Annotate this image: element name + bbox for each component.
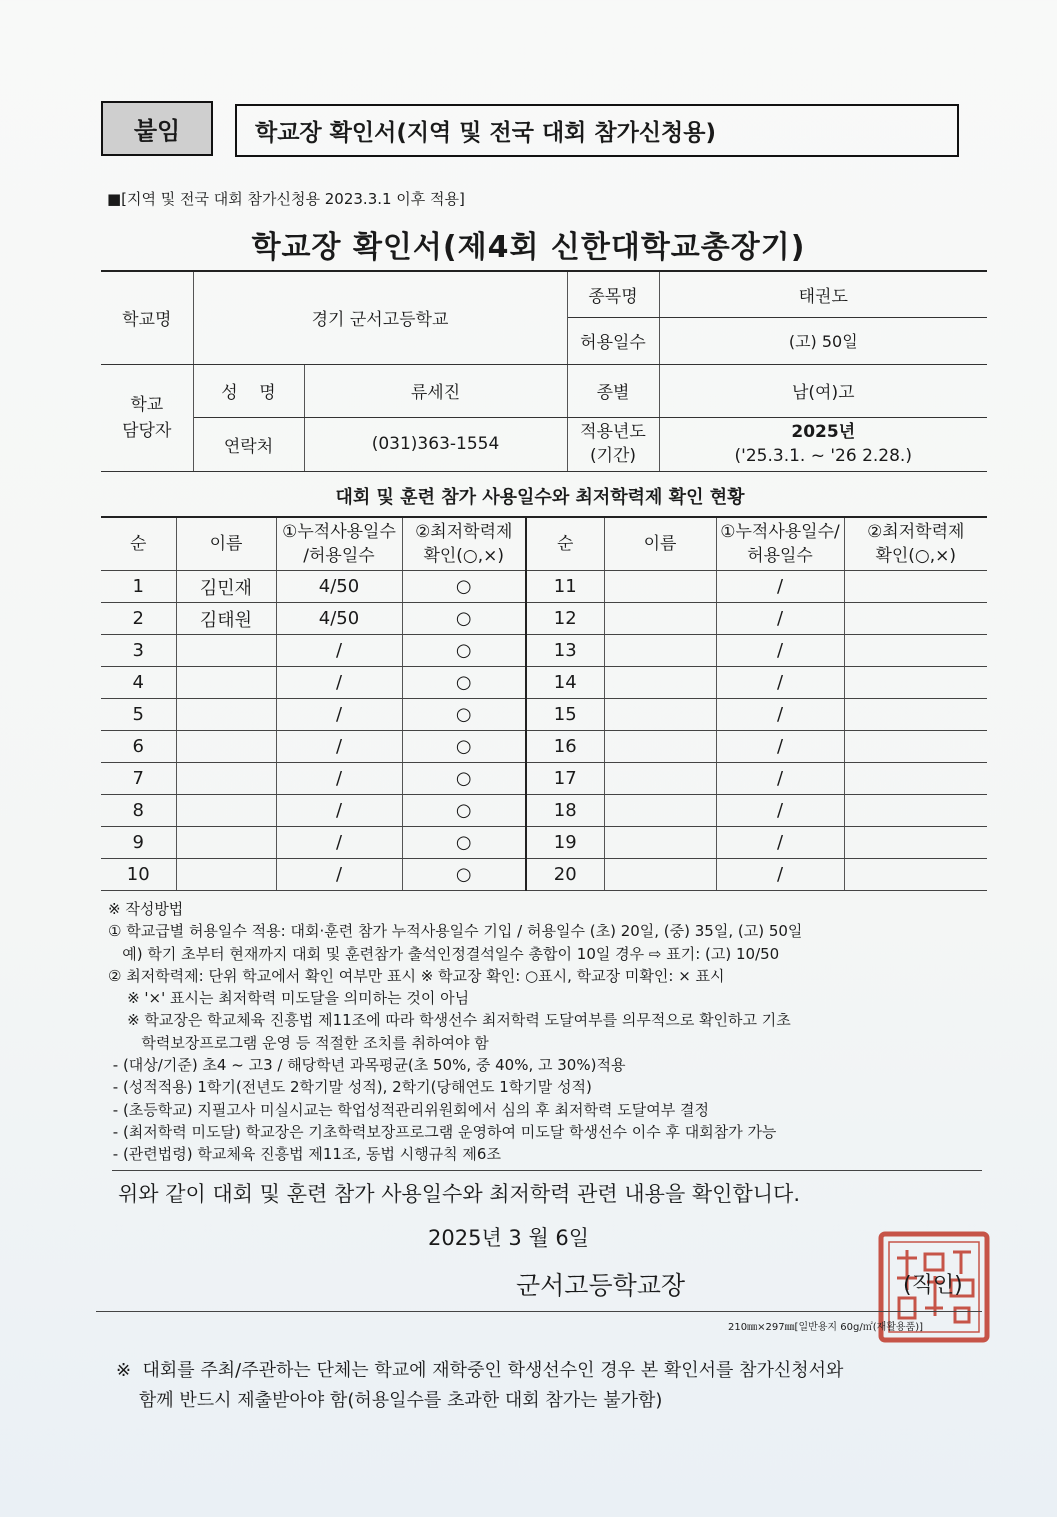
divider	[112, 1170, 982, 1171]
note-line: - (관련법령) 학교체육 진흥법 제11조, 동법 시행규칙 제6조	[108, 1145, 501, 1164]
note-line: - (초등학교) 지필고사 미실시교는 학업성적관리위원회에서 심의 후 최저학력 도달여부 결정	[108, 1100, 709, 1119]
used-days: /	[276, 859, 402, 891]
used-days: /	[716, 571, 844, 603]
name-value: 류세진	[304, 364, 567, 417]
table-row	[101, 603, 987, 635]
student-name	[604, 763, 716, 795]
table-row	[101, 795, 987, 827]
main-title: 학교장 확인서(제4회 신한대학교총장기)	[251, 230, 806, 265]
row-number: 17	[526, 763, 604, 795]
principal-title: 군서고등학교장	[516, 1271, 686, 1300]
min-academic-check	[844, 603, 987, 635]
note-line: ※ 학교장은 학교체육 진흥법 제11조에 따라 학생선수 최저학력 도달여부를 의무적으로 확인하고 기초	[108, 1011, 791, 1030]
confirm-statement: 위와 같이 대회 및 훈련 참가 사용일수와 최저학력 관련 내용을 확인합니다.	[118, 1182, 801, 1206]
col-header: ②최저학력제 확인(○,×)	[844, 517, 987, 571]
student-name	[176, 795, 276, 827]
student-name	[604, 635, 716, 667]
student-name	[604, 827, 716, 859]
submission-note	[116, 1356, 843, 1416]
row-number: 7	[101, 763, 176, 795]
form-header-title: 학교장 확인서(지역 및 전국 대회 참가신청용)	[235, 104, 959, 157]
min-academic-check: ○	[402, 827, 526, 859]
event-label: 종목명	[567, 271, 659, 317]
student-name	[604, 795, 716, 827]
row-number: 19	[526, 827, 604, 859]
used-days: /	[716, 635, 844, 667]
min-academic-check: ○	[402, 731, 526, 763]
student-name	[604, 603, 716, 635]
type-value: 남(여)고	[659, 364, 987, 417]
used-days: 4/50	[276, 603, 402, 635]
note-line: - (성적적용) 1학기(전년도 2학기말 성적), 2학기(당해연도 1학기말 성적)	[108, 1078, 592, 1097]
student-name: 김민재	[176, 571, 276, 603]
min-academic-check	[844, 859, 987, 891]
manager-label: 학교 담당자	[101, 364, 193, 471]
used-days: /	[716, 603, 844, 635]
form-subnote: ■[지역 및 전국 대회 참가신청용 2023.3.1 이후 적용]	[107, 190, 465, 208]
col-header: ①누적사용일수/ 허용일수	[716, 517, 844, 571]
note-line: ② 최저학력제: 단위 학교에서 확인 여부만 표시 ※ 학교장 확인: ○표시, 학교장 미확인: × 표시	[108, 966, 725, 985]
name-label: 성 명	[193, 364, 304, 417]
notes	[108, 898, 988, 1166]
student-name	[176, 859, 276, 891]
student-name	[604, 699, 716, 731]
min-academic-check: ○	[402, 635, 526, 667]
year-label: 적용년도 (기간)	[567, 417, 659, 471]
used-days: /	[276, 731, 402, 763]
table-row	[101, 571, 987, 603]
student-name	[176, 827, 276, 859]
used-days: /	[276, 635, 402, 667]
table-row	[101, 827, 987, 859]
table-row	[101, 763, 987, 795]
row-number: 15	[526, 699, 604, 731]
used-days: /	[276, 795, 402, 827]
student-name	[176, 731, 276, 763]
min-academic-check	[844, 667, 987, 699]
row-number: 12	[526, 603, 604, 635]
min-academic-check: ○	[402, 667, 526, 699]
used-days: /	[716, 731, 844, 763]
used-days: /	[716, 763, 844, 795]
table-row	[101, 667, 987, 699]
student-name	[604, 667, 716, 699]
student-name	[604, 731, 716, 763]
row-number: 11	[526, 571, 604, 603]
table-row	[101, 635, 987, 667]
used-days: 4/50	[276, 571, 402, 603]
paper-spec: 210㎜×297㎜[일반용지 60g/㎡(재활용품)]	[728, 1322, 924, 1333]
event-value: 태권도	[659, 271, 987, 317]
school-value: 경기 군서고등학교	[193, 271, 567, 364]
min-academic-check	[844, 763, 987, 795]
used-days: /	[716, 667, 844, 699]
row-number: 9	[101, 827, 176, 859]
used-days: /	[276, 763, 402, 795]
col-header: 이름	[176, 517, 276, 571]
col-header: 순	[526, 517, 604, 571]
min-academic-check: ○	[402, 795, 526, 827]
contact-value: (031)363-1554	[304, 417, 567, 471]
student-name	[176, 635, 276, 667]
row-number: 18	[526, 795, 604, 827]
student-name	[176, 667, 276, 699]
row-number: 20	[526, 859, 604, 891]
student-name	[604, 571, 716, 603]
roster-table	[101, 516, 987, 891]
attachment-tag: 붙임	[101, 101, 213, 156]
used-days: /	[716, 699, 844, 731]
used-days: /	[276, 667, 402, 699]
row-number: 13	[526, 635, 604, 667]
used-days: /	[716, 859, 844, 891]
student-name	[176, 699, 276, 731]
note-line: ※ '×' 표시는 최저학력 미도달을 의미하는 것이 아님	[108, 989, 470, 1008]
note-line: ① 학교급별 허용일수 적용: 대회·훈련 참가 누적사용일수 기입 / 허용일수 (초) 20일, (중) 35일, (고) 50일	[108, 922, 803, 941]
student-name: 김태원	[176, 603, 276, 635]
student-name	[604, 859, 716, 891]
row-number: 1	[101, 571, 176, 603]
row-number: 8	[101, 795, 176, 827]
note-line: 학력보장프로그램 운영 등 적절한 조치를 취하여야 함	[108, 1033, 489, 1052]
note-line: 예) 학기 초부터 현재까지 대회 및 훈련참가 출석인정결석일수 총합이 10일 경우 ⇨ 표기: (고) 10/50	[108, 944, 780, 963]
row-number: 5	[101, 699, 176, 731]
issue-date: 2025년 3 월 6일	[428, 1226, 590, 1250]
days-value: (고) 50일	[659, 317, 987, 364]
min-academic-check: ○	[402, 699, 526, 731]
student-name	[176, 763, 276, 795]
table-row	[101, 859, 987, 891]
days-label: 허용일수	[567, 317, 659, 364]
min-academic-check	[844, 827, 987, 859]
roster-header-row	[101, 517, 987, 571]
min-academic-check	[844, 571, 987, 603]
min-academic-check	[844, 699, 987, 731]
table-row	[101, 731, 987, 763]
col-header: ②최저학력제 확인(○,×)	[402, 517, 526, 571]
year-value: 2025년	[791, 422, 856, 442]
note-line: - (대상/기준) 초4 ~ 고3 / 해당학년 과목평균(초 50%, 중 40%, 고 30%)적용	[108, 1056, 626, 1075]
row-number: 3	[101, 635, 176, 667]
section-title: 대회 및 훈련 참가 사용일수와 최저학력제 확인 현황	[335, 487, 745, 508]
type-label: 종별	[567, 364, 659, 417]
min-academic-check	[844, 731, 987, 763]
row-number: 4	[101, 667, 176, 699]
used-days: /	[716, 795, 844, 827]
col-header: 순	[101, 517, 176, 571]
note-line: ※ 작성방법	[108, 900, 184, 918]
submission-note-line: ※ 대회를 주최/주관하는 단체는 학교에 재학중인 학생선수인 경우 본 확인서를 참가신청서와	[116, 1360, 844, 1381]
min-academic-check: ○	[402, 763, 526, 795]
divider	[96, 1311, 982, 1312]
school-label: 학교명	[101, 271, 193, 364]
used-days: /	[276, 827, 402, 859]
min-academic-check: ○	[402, 859, 526, 891]
seal-label: (직인)	[903, 1273, 963, 1298]
submission-note-line: 함께 반드시 제출받아야 함(허용일수를 초과한 대회 참가는 불가함)	[116, 1390, 663, 1411]
min-academic-check	[844, 795, 987, 827]
contact-label: 연락처	[193, 417, 304, 471]
row-number: 16	[526, 731, 604, 763]
period-value: ('25.3.1. ~ '26 2.28.)	[734, 446, 912, 466]
min-academic-check	[844, 635, 987, 667]
min-academic-check: ○	[402, 571, 526, 603]
row-number: 6	[101, 731, 176, 763]
col-header: ①누적사용일수 /허용일수	[276, 517, 402, 571]
min-academic-check: ○	[402, 603, 526, 635]
used-days: /	[716, 827, 844, 859]
row-number: 14	[526, 667, 604, 699]
info-table	[101, 270, 987, 472]
table-row	[101, 699, 987, 731]
year-cell	[659, 417, 987, 471]
row-number: 2	[101, 603, 176, 635]
note-line: - (최저학력 미도달) 학교장은 기초학력보장프로그램 운영하여 미도달 학생선수 이수 후 대회참가 가능	[108, 1122, 777, 1141]
col-header: 이름	[604, 517, 716, 571]
used-days: /	[276, 699, 402, 731]
row-number: 10	[101, 859, 176, 891]
